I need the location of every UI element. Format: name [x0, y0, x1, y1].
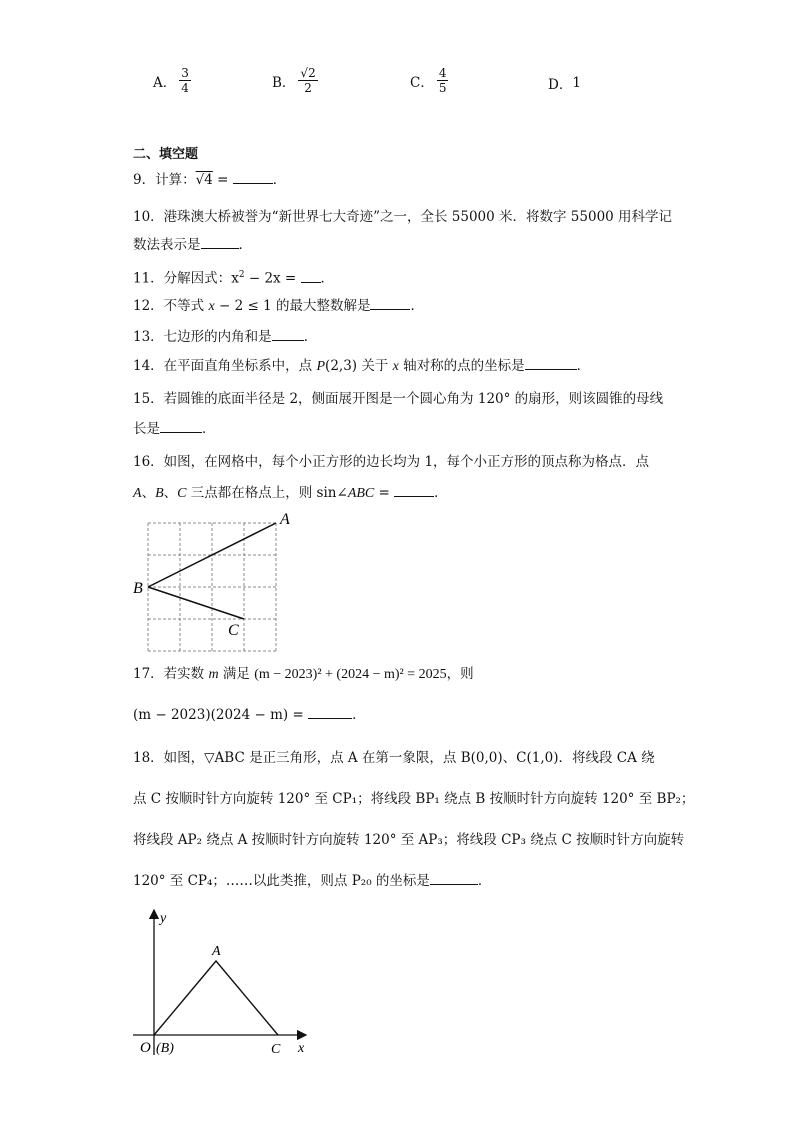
label-c: C — [228, 622, 239, 639]
q11-answer-blank — [301, 270, 321, 283]
option-d-value: 1 — [572, 75, 581, 91]
label-a-vertex: A — [212, 944, 221, 959]
question-18-line1: 18．如图，▽ABC 是正三角形，点 A 在第一象限，点 B(0,0)、C(1,0)．将线段 CA 绕 — [133, 750, 655, 766]
option-c-fraction — [437, 66, 449, 95]
question-16-line2: A、B、C 三点都在格点上，则 sin∠ABC = ． — [133, 485, 448, 501]
question-10-line2: 数法表示是 ． — [133, 237, 252, 253]
question-12: 12．不等式 x − 2 ≤ 1 的最大整数解是 ． — [133, 298, 424, 314]
q16-point-c: C — [177, 486, 187, 501]
q16-sep-2: 、 — [163, 485, 178, 501]
q16-angle: ABC — [347, 486, 375, 501]
q16-sep-1: 、 — [141, 485, 156, 501]
q12-text-mid: − 2 ≤ 1 的最大整数解是 — [214, 298, 371, 314]
q17-text-post: ，则 — [446, 666, 474, 682]
option-c-letter: C． — [410, 74, 434, 91]
q16-point-b: B — [155, 486, 164, 501]
q10-text: 数法表示是 — [133, 237, 201, 253]
q10-answer-blank — [201, 236, 239, 249]
q16-equals: = — [374, 485, 395, 501]
q18-answer-blank — [430, 872, 478, 885]
q11-expr-exponent: 2 — [238, 270, 245, 280]
q18-text: 120° 至 CP₄；……以此类推，则点 P₂₀ 的坐标是 — [133, 873, 430, 889]
option-b-denominator: 2 — [304, 81, 312, 95]
q11-expr-rest: − 2x = — [244, 270, 301, 287]
q17-equation: (m − 2023)² + (2024 − m)² = 2025 — [254, 667, 447, 682]
label-c-vertex: C — [271, 1042, 281, 1057]
q17-text-mid: 满足 — [218, 666, 255, 682]
q14-answer-blank — [525, 357, 577, 370]
segment-ba — [148, 523, 276, 587]
q13-answer-blank — [272, 328, 304, 341]
option-a-numerator: 3 — [181, 66, 189, 80]
q11-expr-x: x — [231, 270, 239, 287]
q12-text: 12．不等式 — [133, 298, 209, 314]
question-16-line1: 16．如图，在网格中，每个小正方形的边长均为 1，每个小正方形的顶点称为格点．点 — [133, 454, 650, 470]
question-10-line1: 10．港珠澳大桥被誉为“新世界七大奇迹”之一，全长 55000 米．将数字 55000 用科学记 — [133, 209, 673, 225]
segment-bc — [148, 587, 244, 619]
label-y: y — [160, 911, 167, 926]
grid-figure — [128, 508, 298, 656]
question-17-line1 — [133, 665, 474, 684]
q14-point: P — [316, 359, 326, 374]
question-15-line1: 15．若圆锥的底面半径是 2，侧面展开图是一个圆心角为 120° 的扇形，则该圆锥的母线 — [133, 391, 664, 407]
question-18-line3: 将线段 AP₂ 绕点 A 按顺时针方向旋转 120° 至 AP₃；将线段 CP₃ 绕点 C 按顺时针方向旋转 — [133, 832, 685, 848]
option-c-denominator: 5 — [438, 81, 447, 95]
question-9: 9．计算：√4 = ． — [133, 172, 287, 188]
option-b — [272, 66, 318, 95]
q17-expression: (m − 2023)(2024 − m) = — [133, 707, 309, 723]
grid-lines — [148, 523, 276, 651]
option-a-letter: A． — [153, 74, 177, 91]
option-d — [548, 73, 581, 93]
question-18-line2: 点 C 按顺时针方向旋转 120° 至 CP₁；将线段 BP₁ 绕点 B 按顺时针方向旋转 120° 至 BP₂； — [133, 791, 695, 807]
label-b-origin: (B) — [156, 1041, 174, 1056]
option-c-numerator: 4 — [438, 66, 447, 80]
label-a: A — [280, 511, 290, 528]
question-11: 11．分解因式：$x^2 - 2x$ = ． — [133, 270, 335, 287]
question-17-line2: (m − 2023)(2024 − m) = ． — [133, 707, 366, 723]
option-b-numerator: √2 — [300, 66, 316, 80]
option-d-letter: D． — [548, 77, 573, 93]
q15-text: 长是 — [133, 421, 160, 437]
q14-text-post: 轴对称的点的坐标是 — [398, 358, 525, 374]
question-14: 14．在平面直角坐标系中，点 P(2,3) 关于 x 轴对称的点的坐标是 ． — [133, 358, 591, 374]
q14-axis: x — [392, 359, 399, 374]
q9-equals: = — [212, 172, 233, 188]
option-c — [410, 66, 448, 95]
q13-text: 13．七边形的内角和是 — [133, 329, 272, 345]
option-a-denominator: 4 — [181, 81, 189, 95]
option-b-letter: B． — [272, 74, 296, 91]
option-b-fraction — [298, 66, 317, 95]
q16-point-a: A — [133, 486, 142, 501]
question-18-line4: 120° 至 CP₄；……以此类推，则点 P₂₀ 的坐标是 ． — [133, 873, 492, 889]
q14-text-mid: 关于 — [357, 358, 393, 374]
q11-text: 11．分解因式： — [133, 270, 232, 287]
section-title: 二、填空题 — [133, 147, 199, 162]
label-b: B — [133, 580, 143, 597]
q9-text: 9．计算： — [133, 172, 196, 188]
q17-variable: m — [208, 667, 219, 682]
axes-figure — [128, 905, 318, 1067]
q15-answer-blank — [160, 420, 202, 433]
q16-text: 三点都在格点上，则 sin∠ — [186, 485, 348, 501]
q9-sqrt-expr: √4 — [195, 172, 213, 188]
option-a — [153, 66, 191, 95]
q12-variable: x — [208, 299, 215, 314]
q14-text: 14．在平面直角坐标系中，点 — [133, 358, 317, 374]
q14-coords: (2,3) — [325, 358, 358, 374]
label-x: x — [298, 1041, 305, 1056]
q17-answer-blank — [308, 706, 352, 719]
q12-answer-blank — [370, 297, 410, 310]
option-a-fraction — [179, 66, 191, 95]
question-15-line2: 长是 ． — [133, 421, 216, 437]
q9-answer-blank — [233, 171, 273, 184]
q17-text: 17．若实数 — [133, 666, 209, 682]
triangle-abc — [154, 961, 278, 1035]
question-13: 13．七边形的内角和是 ． — [133, 329, 318, 345]
q16-answer-blank — [394, 484, 434, 497]
label-origin: O — [140, 1040, 151, 1056]
